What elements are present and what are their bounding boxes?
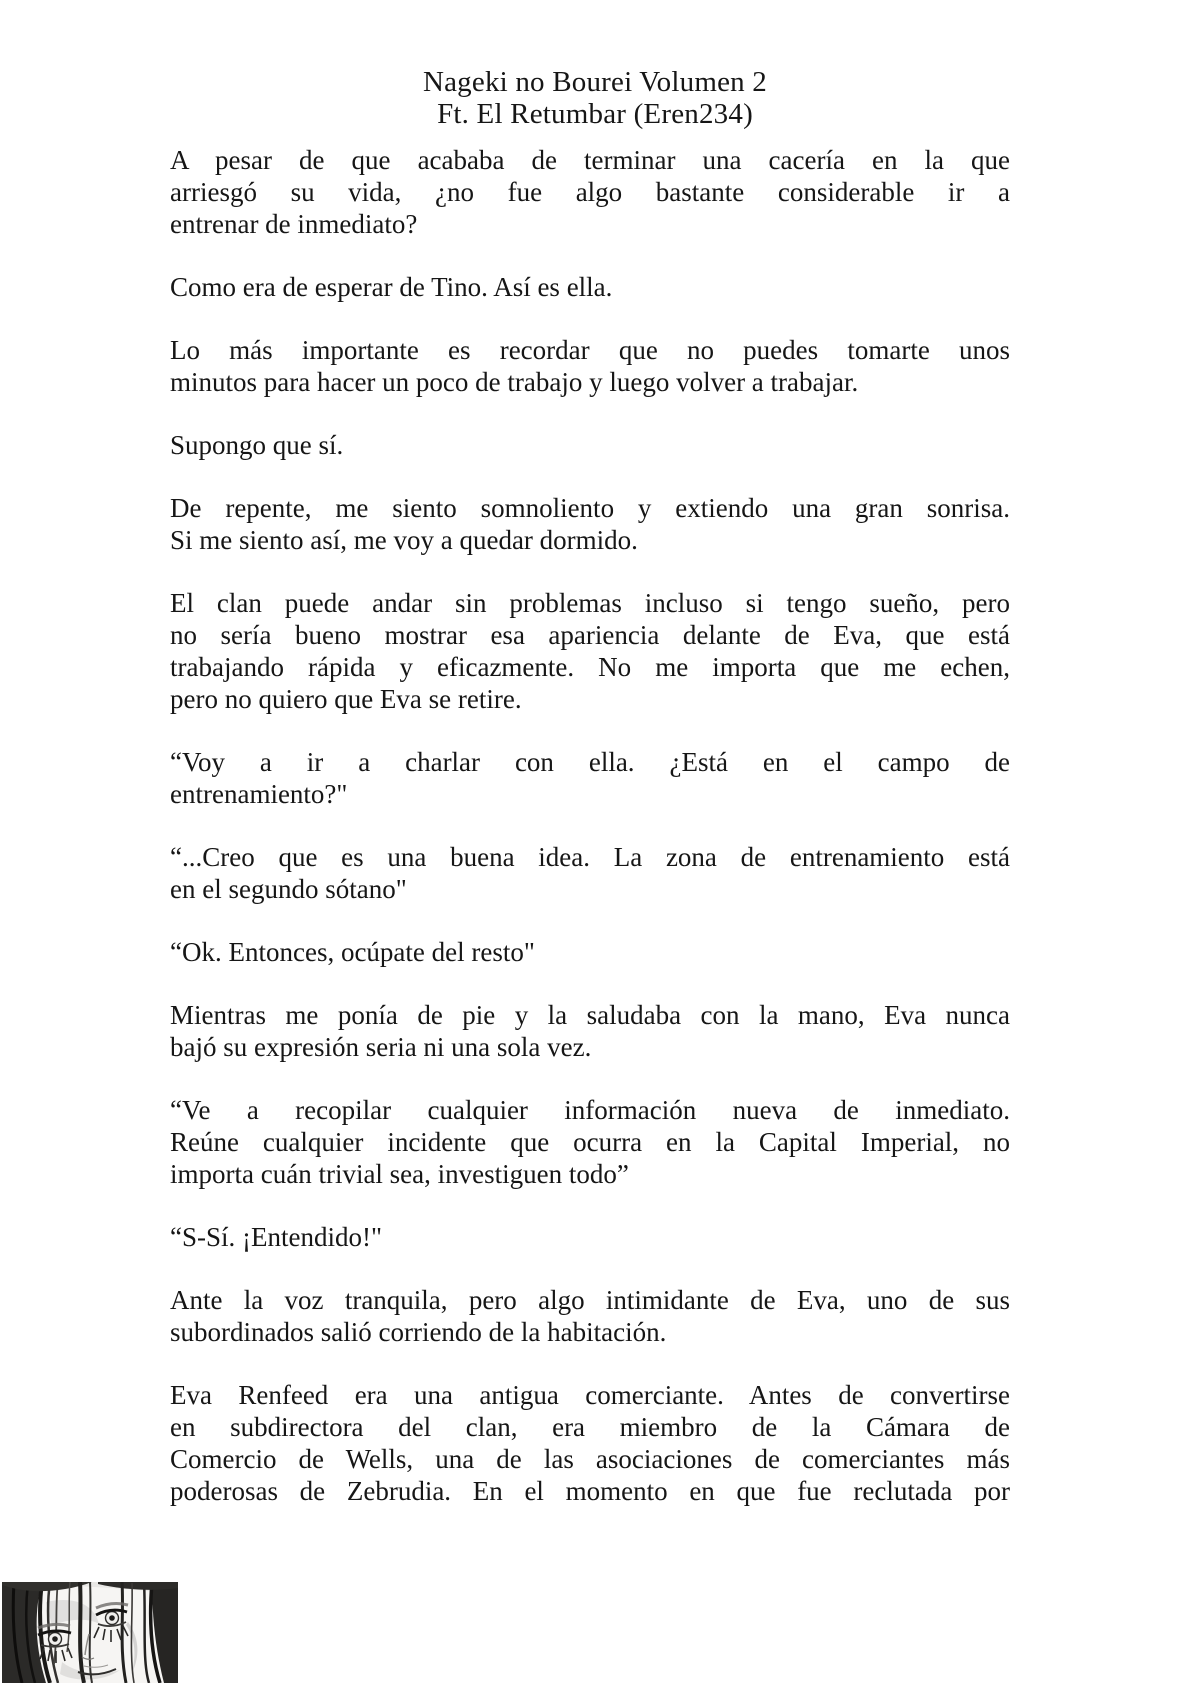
text-line: “...Creo que es una buena idea. La zona de entrenamiento está [170, 842, 1010, 872]
text-line: trabajando rápida y eficazmente. No me importa que me echen, [170, 652, 1010, 682]
paragraph [170, 841, 1010, 905]
text-line: De repente, me siento somnoliento y extiendo una gran sonrisa. [170, 493, 1010, 523]
text-line: A pesar de que acababa de terminar una cacería en la que [170, 145, 1010, 175]
paragraph [170, 587, 1010, 715]
paragraph [170, 936, 1010, 968]
paragraph [170, 429, 1010, 461]
paragraph [170, 144, 1010, 240]
text-line: subordinados salió corriendo de la habitación. [170, 1317, 667, 1347]
text-line: Eva Renfeed era una antigua comerciante. Antes de convertirse [170, 1380, 1010, 1410]
text-line: Lo más importante es recordar que no puedes tomarte unos [170, 335, 1010, 365]
text-line: no sería bueno mostrar esa apariencia delante de Eva, que está [170, 620, 1010, 650]
text-line: pero no quiero que Eva se retire. [170, 684, 522, 714]
text-line: poderosas de Zebrudia. En el momento en que fue reclutada por [170, 1476, 1010, 1506]
text-line: en subdirectora del clan, era miembro de la Cámara de [170, 1412, 1010, 1442]
text-line: Si me siento así, me voy a quedar dormido. [170, 525, 638, 555]
text-line: en el segundo sótano" [170, 874, 407, 904]
text-line: “Ve a recopilar cualquier información nueva de inmediato. [170, 1095, 1010, 1125]
paragraph [170, 1379, 1010, 1507]
text-line: Ante la voz tranquila, pero algo intimidante de Eva, uno de sus [170, 1285, 1010, 1315]
paragraph [170, 746, 1010, 810]
text-line: importa cuán trivial sea, investiguen todo” [170, 1159, 629, 1189]
text-line: Supongo que sí. [170, 430, 344, 460]
text-line: “S-Sí. ¡Entendido!" [170, 1222, 382, 1252]
text-line: Reúne cualquier incidente que ocurra en la Capital Imperial, no [170, 1127, 1010, 1157]
paragraph [170, 1284, 1010, 1348]
text-line: minutos para hacer un poco de trabajo y luego volver a trabajar. [170, 367, 859, 397]
manga-face-image [2, 1582, 178, 1683]
paragraph [170, 1221, 1010, 1253]
paragraph [170, 334, 1010, 398]
text-line: entrenar de inmediato? [170, 209, 418, 239]
text-line: bajó su expresión seria ni una sola vez. [170, 1032, 592, 1062]
text-line: entrenamiento?" [170, 779, 348, 809]
manga-face-illustration-svg [2, 1582, 178, 1683]
paragraph [170, 492, 1010, 556]
text-line: Como era de esperar de Tino. Así es ella. [170, 272, 613, 302]
paragraph [170, 1094, 1010, 1190]
page-subtitle: Ft. El Retumbar (Eren234) [437, 98, 753, 130]
chapter-header [0, 0, 1190, 130]
text-line: “Ok. Entonces, ocúpate del resto" [170, 937, 535, 967]
text-line: “Voy a ir a charlar con ella. ¿Está en el campo de [170, 747, 1010, 777]
text-line: El clan puede andar sin problemas incluso si tengo sueño, pero [170, 588, 1010, 618]
text-line: Mientras me ponía de pie y la saludaba con la mano, Eva nunca [170, 1000, 1010, 1030]
body-text [170, 144, 1010, 1507]
page-title: Nageki no Bourei Volumen 2 [422, 66, 768, 98]
text-line: arriesgó su vida, ¿no fue algo bastante considerable ir a [170, 177, 1010, 207]
paragraph [170, 999, 1010, 1063]
paragraph [170, 271, 1010, 303]
text-line: Comercio de Wells, una de las asociaciones de comerciantes más [170, 1444, 1010, 1474]
